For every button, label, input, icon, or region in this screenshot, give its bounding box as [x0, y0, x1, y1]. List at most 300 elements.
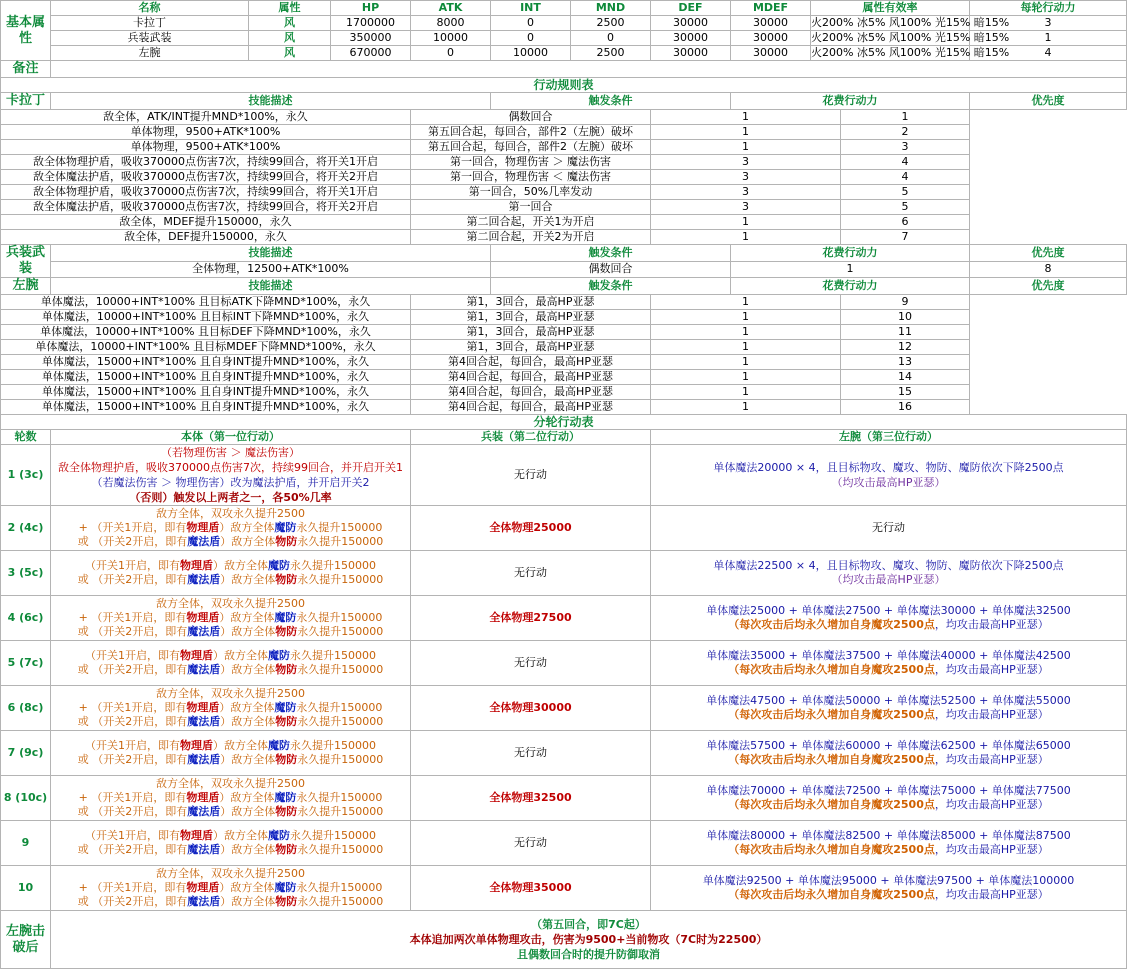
round-body-action	[51, 596, 411, 641]
rule-row	[1, 140, 1127, 155]
switch1-line	[51, 559, 410, 573]
rule-priority: 4	[841, 170, 970, 185]
target-text: ，均攻击最高HP亚瑟）	[934, 618, 1049, 631]
basic-header-atk: ATK	[411, 1, 491, 16]
bonus-text: 每次攻击后均永久增加自身魔攻2500点	[739, 753, 935, 766]
rule-skill: 单体魔法，10000+INT*100% 且目标ATK下降MND*100%，永久	[1, 295, 411, 310]
mid-text: ）敌方全体	[219, 791, 275, 804]
rule-cost: 1	[651, 140, 841, 155]
rule-row	[1, 310, 1127, 325]
rule-priority: 2	[841, 125, 970, 140]
rule-cost: 1	[731, 261, 970, 278]
stat-name: 物防	[275, 715, 298, 728]
rule-header-trigger: 触发条件	[491, 93, 731, 110]
shield-name: 物理盾	[180, 649, 213, 662]
round1-phys-shield: 敌全体物理护盾，吸收370000点伤害7次，持续99回合，并开启开关1	[58, 461, 403, 474]
round-body-action	[51, 641, 411, 686]
rule-cost: 3	[651, 185, 841, 200]
rule-header-skill: 技能描述	[51, 278, 491, 295]
perm-text: 永久提升150000	[297, 625, 384, 638]
rule-trigger: 第4回合起，每回合，最高HP亚瑟	[411, 370, 651, 385]
rule-header-cost: 花费行动力	[731, 93, 970, 110]
round-row	[1, 641, 1127, 686]
atk-up-line: 敌方全体，双攻永久提升2500	[156, 777, 305, 790]
round-weapon-action: 无行动	[411, 731, 651, 776]
round-arm-action	[651, 776, 1127, 821]
rule-trigger: 偶数回合	[411, 110, 651, 125]
basic-header-element: 属性	[249, 1, 331, 16]
cell: 10000	[411, 31, 491, 46]
basic-row	[1, 31, 1127, 46]
rule-priority: 4	[841, 155, 970, 170]
perm-text: 永久提升150000	[296, 881, 383, 894]
stat-name: 魔防	[274, 521, 297, 534]
shield-name: 魔法盾	[187, 625, 221, 638]
basic-header-mdef: MDEF	[731, 1, 811, 16]
rule-cost: 1	[651, 215, 841, 230]
mid-text: ）敌方全体	[219, 701, 275, 714]
stat-name: 物防	[275, 573, 298, 586]
switch-text: （开关2开启，即有	[92, 535, 188, 548]
stat-name: 魔防	[274, 611, 297, 624]
connector: 或	[77, 535, 89, 548]
round-label: 1 (3c)	[1, 445, 51, 506]
round-weapon-action: 无行动	[411, 641, 651, 686]
connector: +	[78, 881, 88, 894]
perm-text: 永久提升150000	[297, 805, 384, 818]
rule-skill: 敌全体，MDEF提升150000，永久	[1, 215, 411, 230]
arm-attacks: 单体魔法47500 + 单体魔法50000 + 单体魔法52500 + 单体魔法55000	[706, 694, 1071, 707]
mid-text: ）敌方全体	[220, 625, 276, 638]
switch2-line	[51, 663, 410, 677]
round-body-action	[51, 551, 411, 596]
after-break-line3: 且偶数回合时的提升防御取消	[517, 948, 660, 961]
shield-name: 物理盾	[186, 521, 220, 534]
switch2-line	[51, 715, 410, 729]
arm-bonus-note	[651, 618, 1126, 632]
bonus-text: 每次攻击后均永久增加自身魔攻2500点	[739, 618, 935, 631]
arm-attacks: 单体魔法70000 + 单体魔法72500 + 单体魔法75000 + 单体魔法77500	[706, 784, 1071, 797]
round-label: 7 (9c)	[1, 731, 51, 776]
cell: 30000	[731, 31, 811, 46]
round-body-action	[51, 776, 411, 821]
round-body-action	[51, 506, 411, 551]
rule-priority: 9	[841, 295, 970, 310]
switch-text: （开关1开启，即有	[91, 881, 187, 894]
switch2-line	[51, 895, 410, 909]
connector: +	[78, 701, 88, 714]
rule-priority: 10	[841, 310, 970, 325]
arm-bonus-note	[651, 888, 1126, 902]
switch-text: （开关2开启，即有	[92, 663, 188, 676]
rule-skill: 单体魔法，15000+INT*100% 且自身INT提升MND*100%，永久	[1, 385, 411, 400]
rule-row	[1, 400, 1127, 415]
switch-text: （开关2开启，即有	[92, 895, 188, 908]
mid-text: ）敌方全体	[220, 715, 276, 728]
open-paren: （	[728, 843, 740, 856]
mid-text: ）敌方全体	[213, 649, 268, 662]
target-text: ，均攻击最高HP亚瑟）	[934, 798, 1049, 811]
cell: 30000	[651, 16, 731, 31]
arm-bonus-note	[651, 663, 1126, 677]
rule-skill: 单体物理，9500+ATK*100%	[1, 140, 411, 155]
basic-header-name: 名称	[51, 1, 249, 16]
switch1-line	[51, 701, 410, 715]
mid-text: ）敌方全体	[220, 663, 276, 676]
shield-name: 物理盾	[186, 881, 220, 894]
rule-priority: 8	[970, 261, 1127, 278]
rule-priority: 12	[841, 340, 970, 355]
arm-attacks: 单体魔法57500 + 单体魔法60000 + 单体魔法62500 + 单体魔法65000	[706, 739, 1071, 752]
rule-skill: 单体魔法，10000+INT*100% 且目标MDEF下降MND*100%，永久	[1, 340, 411, 355]
round-arm-action	[651, 641, 1127, 686]
cell: 30000	[651, 46, 731, 61]
rule-header-trigger: 触发条件	[491, 278, 731, 295]
perm-text: 永久提升150000	[296, 521, 383, 534]
rule-cost: 1	[651, 355, 841, 370]
rule-trigger: 第五回合起，每回合，部件2（左腕）破坏	[411, 140, 651, 155]
rule-row	[1, 325, 1127, 340]
perm-text: 永久提升150000	[296, 791, 383, 804]
round-body-action	[51, 821, 411, 866]
switch1-line	[51, 649, 410, 663]
rule-row	[1, 261, 1127, 278]
rule-cost: 1	[651, 370, 841, 385]
stat-name: 魔防	[268, 559, 290, 572]
leftarm-label: 左腕	[1, 278, 51, 295]
rule-trigger: 第一回合	[411, 200, 651, 215]
cell: 风	[249, 46, 331, 61]
bonus-text: 每次攻击后均永久增加自身魔攻2500点	[739, 798, 935, 811]
rule-cost: 1	[651, 385, 841, 400]
basic-header-ap: 每轮行动力	[970, 1, 1127, 16]
target-text: ，均攻击最高HP亚瑟）	[934, 888, 1049, 901]
round-row	[1, 731, 1127, 776]
round-body-action	[51, 686, 411, 731]
rule-priority: 16	[841, 400, 970, 415]
rule-skill: 全体物理，12500+ATK*100%	[51, 261, 491, 278]
cell: 3	[970, 16, 1127, 31]
rule-priority: 15	[841, 385, 970, 400]
rule-row	[1, 215, 1127, 230]
action-table-title: 行动规则表	[1, 78, 1127, 93]
switch1-line	[51, 521, 410, 535]
rule-trigger: 第1，3回合，最高HP亚瑟	[411, 310, 651, 325]
rule-cost: 3	[651, 170, 841, 185]
round-label: 6 (8c)	[1, 686, 51, 731]
rule-skill: 单体魔法，15000+INT*100% 且自身INT提升MND*100%，永久	[1, 355, 411, 370]
switch-text: （开关2开启，即有	[92, 573, 188, 586]
switch-text: （开关1开启，即有	[85, 829, 180, 842]
atk-up-line: 敌方全体，双攻永久提升2500	[156, 597, 305, 610]
rule-header-priority: 优先度	[970, 278, 1127, 295]
rule-priority: 14	[841, 370, 970, 385]
round1-else: （否则）触发以上两者之一，各50%几率	[129, 491, 332, 504]
perm-text: 永久提升150000	[297, 843, 384, 856]
switch2-line	[51, 625, 410, 639]
rule-header-priority: 优先度	[970, 245, 1127, 262]
mid-text: ）敌方全体	[220, 805, 276, 818]
perm-text: 永久提升150000	[297, 753, 384, 766]
perm-text: 永久提升150000	[290, 559, 376, 572]
arm-debuff-attack: 单体魔法22500 × 4，且目标物攻、魔攻、物防、魔防依次下降2500点	[713, 559, 1064, 572]
stat-name: 魔防	[274, 881, 297, 894]
switch1-line	[51, 829, 410, 843]
cell: 0	[411, 46, 491, 61]
round-weapon-action: 无行动	[411, 551, 651, 596]
after-break-line1: （第五回合，即7C起）	[531, 918, 646, 931]
shield-name: 魔法盾	[187, 535, 221, 548]
arm-attacks: 单体魔法92500 + 单体魔法95000 + 单体魔法97500 + 单体魔法100000	[702, 874, 1075, 887]
perm-text: 永久提升150000	[296, 701, 383, 714]
basic-header-def: DEF	[651, 1, 731, 16]
round-weapon-action: 无行动	[411, 821, 651, 866]
mid-text: ）敌方全体	[220, 753, 276, 766]
perm-text: 永久提升150000	[290, 739, 376, 752]
round-body-action	[51, 445, 411, 506]
stat-name: 魔防	[274, 791, 297, 804]
round-label: 3 (5c)	[1, 551, 51, 596]
arm-attacks: 单体魔法25000 + 单体魔法27500 + 单体魔法30000 + 单体魔法32500	[706, 604, 1071, 617]
open-paren: （	[728, 708, 740, 721]
rule-priority: 6	[841, 215, 970, 230]
rule-row	[1, 340, 1127, 355]
rule-cost: 1	[651, 230, 841, 245]
stat-name: 魔防	[268, 739, 290, 752]
rule-row	[1, 385, 1127, 400]
rule-skill: 敌全体魔法护盾，吸收370000点伤害7次，持续99回合，将开关2开启	[1, 170, 411, 185]
mid-text: ）敌方全体	[213, 829, 268, 842]
target-text: ，均攻击最高HP亚瑟）	[934, 753, 1049, 766]
rule-trigger: 第4回合起，每回合，最高HP亚瑟	[411, 385, 651, 400]
rule-cost: 3	[651, 155, 841, 170]
cell: 670000	[331, 46, 411, 61]
mid-text: ）敌方全体	[220, 895, 276, 908]
shield-name: 物理盾	[180, 559, 213, 572]
perm-text: 永久提升150000	[297, 715, 384, 728]
arm-bonus-note	[651, 843, 1126, 857]
arm-bonus-note	[651, 798, 1126, 812]
bonus-text: 每次攻击后均永久增加自身魔攻2500点	[739, 708, 935, 721]
rule-priority: 3	[841, 140, 970, 155]
kaladin-label: 卡拉丁	[1, 93, 51, 110]
rule-row	[1, 125, 1127, 140]
rule-trigger: 第一回合，50%几率发动	[411, 185, 651, 200]
open-paren: （	[728, 888, 740, 901]
arm-target-note: （均攻击最高HP亚瑟）	[831, 573, 946, 586]
switch1-line	[51, 881, 410, 895]
stat-name: 魔防	[274, 701, 297, 714]
stat-name: 物防	[275, 535, 298, 548]
switch-text: （开关1开启，即有	[91, 791, 187, 804]
round-arm-action	[651, 445, 1127, 506]
shield-name: 魔法盾	[187, 843, 221, 856]
round-weapon-action: 全体物理35000	[411, 866, 651, 911]
round-arm-action: 无行动	[651, 506, 1127, 551]
round-weapon-action: 全体物理25000	[411, 506, 651, 551]
arm-bonus-note	[651, 708, 1126, 722]
basic-header-mnd: MND	[571, 1, 651, 16]
open-paren: （	[728, 798, 740, 811]
perm-text: 永久提升150000	[297, 535, 384, 548]
rule-row	[1, 295, 1127, 310]
round-row	[1, 821, 1127, 866]
switch2-line	[51, 535, 410, 549]
round-header-body: 本体（第一位行动）	[51, 430, 411, 445]
rule-skill: 单体物理，9500+ATK*100%	[1, 125, 411, 140]
shield-name: 魔法盾	[187, 573, 221, 586]
rule-cost: 1	[651, 325, 841, 340]
connector: 或	[77, 805, 89, 818]
bonus-text: 每次攻击后均永久增加自身魔攻2500点	[739, 663, 935, 676]
arm-attacks: 单体魔法80000 + 单体魔法82500 + 单体魔法85000 + 单体魔法87500	[706, 829, 1071, 842]
perm-text: 永久提升150000	[297, 573, 384, 586]
round-weapon-action: 无行动	[411, 445, 651, 506]
switch1-line	[51, 791, 410, 805]
cell: 卡拉丁	[51, 16, 249, 31]
rule-row	[1, 200, 1127, 215]
mid-text: ）敌方全体	[213, 739, 268, 752]
rule-skill: 敌全体物理护盾，吸收370000点伤害7次，持续99回合，将开关1开启	[1, 185, 411, 200]
rule-row	[1, 370, 1127, 385]
stat-name: 魔防	[268, 829, 290, 842]
connector: 或	[77, 625, 89, 638]
round-header-weapon: 兵装（第二位行动）	[411, 430, 651, 445]
rule-row	[1, 230, 1127, 245]
round-weapon-action: 全体物理30000	[411, 686, 651, 731]
rule-skill: 单体魔法，15000+INT*100% 且自身INT提升MND*100%，永久	[1, 370, 411, 385]
switch-text: （开关2开启，即有	[92, 753, 188, 766]
round1-cond1: （若物理伤害 ＞ 魔法伤害）	[161, 446, 300, 459]
switch-text: （开关2开启，即有	[92, 715, 188, 728]
round-body-action	[51, 866, 411, 911]
shield-name: 物理盾	[180, 829, 213, 842]
cell: 兵装武装	[51, 31, 249, 46]
rule-skill: 敌全体，ATK/INT提升MND*100%，永久	[1, 110, 411, 125]
rule-skill: 敌全体，DEF提升150000，永久	[1, 230, 411, 245]
mid-text: ）敌方全体	[219, 521, 275, 534]
round-arm-action	[651, 551, 1127, 596]
shield-name: 物理盾	[186, 791, 220, 804]
round-label: 8 (10c)	[1, 776, 51, 821]
shield-name: 物理盾	[186, 611, 220, 624]
cell: 10000	[491, 46, 571, 61]
atk-up-line: 敌方全体，双攻永久提升2500	[156, 507, 305, 520]
round-arm-action	[651, 821, 1127, 866]
cell: 30000	[731, 46, 811, 61]
rule-trigger: 第1，3回合，最高HP亚瑟	[411, 325, 651, 340]
round-label: 10	[1, 866, 51, 911]
connector: 或	[77, 573, 89, 586]
rule-priority: 11	[841, 325, 970, 340]
connector: +	[78, 521, 88, 534]
stat-name: 物防	[275, 663, 298, 676]
round-label: 4 (6c)	[1, 596, 51, 641]
basic-section-label: 基本属性	[1, 1, 51, 61]
rule-row	[1, 185, 1127, 200]
rule-trigger: 第二回合起，开关2为开启	[411, 230, 651, 245]
perm-text: 永久提升150000	[297, 895, 384, 908]
switch-text: （开关1开启，即有	[91, 521, 187, 534]
rule-skill: 单体魔法，15000+INT*100% 且自身INT提升MND*100%，永久	[1, 400, 411, 415]
rule-trigger: 第一回合，物理伤害 ＜ 魔法伤害	[411, 170, 651, 185]
round-arm-action	[651, 686, 1127, 731]
rule-skill: 敌全体魔法护盾，吸收370000点伤害7次，持续99回合，将开关2开启	[1, 200, 411, 215]
basic-row	[1, 46, 1127, 61]
cell: 4	[970, 46, 1127, 61]
cell: 风	[249, 16, 331, 31]
switch-text: （开关2开启，即有	[92, 625, 188, 638]
rule-trigger: 第五回合起，每回合，部件2（左腕）破坏	[411, 125, 651, 140]
connector: 或	[77, 895, 89, 908]
rule-priority: 5	[841, 200, 970, 215]
arm-debuff-attack: 单体魔法20000 × 4，且目标物攻、魔攻、物防、魔防依次下降2500点	[713, 461, 1064, 474]
after-break-label: 左腕击破后	[1, 911, 51, 969]
round-row	[1, 686, 1127, 731]
round-row	[1, 445, 1127, 506]
atk-up-line: 敌方全体，双攻永久提升2500	[156, 687, 305, 700]
round-label: 2 (4c)	[1, 506, 51, 551]
cell: 左腕	[51, 46, 249, 61]
cell: 1700000	[331, 16, 411, 31]
switch-text: （开关2开启，即有	[92, 843, 188, 856]
connector: 或	[77, 663, 89, 676]
stat-name: 魔防	[268, 649, 290, 662]
rule-header-skill: 技能描述	[51, 93, 491, 110]
cell: 0	[571, 31, 651, 46]
rule-trigger: 第4回合起，每回合，最高HP亚瑟	[411, 400, 651, 415]
cell: 2500	[571, 46, 651, 61]
perm-text: 永久提升150000	[290, 649, 376, 662]
round1-cond2: （若魔法伤害 ＞ 物理伤害）改为魔法护盾，并开启开关2	[91, 476, 370, 489]
shield-name: 物理盾	[186, 701, 220, 714]
switch2-line	[51, 843, 410, 857]
perm-text: 永久提升150000	[296, 611, 383, 624]
arm-bonus-note	[651, 753, 1126, 767]
round-body-action	[51, 731, 411, 776]
rule-skill: 单体魔法，10000+INT*100% 且目标DEF下降MND*100%，永久	[1, 325, 411, 340]
switch-text: （开关1开启，即有	[85, 739, 180, 752]
basic-header-resist: 属性有效率	[811, 1, 970, 16]
arm-attacks: 单体魔法35000 + 单体魔法37500 + 单体魔法40000 + 单体魔法42500	[706, 649, 1071, 662]
rule-header-trigger: 触发条件	[491, 245, 731, 262]
rule-row	[1, 170, 1127, 185]
mid-text: ）敌方全体	[213, 559, 268, 572]
shield-name: 物理盾	[180, 739, 213, 752]
notes-content	[51, 61, 1127, 78]
round-table-title: 分轮行动表	[1, 415, 1127, 430]
rule-priority: 7	[841, 230, 970, 245]
round-row	[1, 596, 1127, 641]
stat-name: 物防	[275, 625, 298, 638]
cell: 8000	[411, 16, 491, 31]
mid-text: ）敌方全体	[219, 881, 275, 894]
switch-text: （开关1开启，即有	[91, 611, 187, 624]
atk-up-line: 敌方全体，双攻永久提升2500	[156, 867, 305, 880]
rule-trigger: 第4回合起，每回合，最高HP亚瑟	[411, 355, 651, 370]
cell: 30000	[651, 31, 731, 46]
cell: 火200% 冰5% 风100% 光15% 暗15%	[811, 16, 1010, 29]
perm-text: 永久提升150000	[290, 829, 376, 842]
rule-trigger: 偶数回合	[491, 261, 731, 278]
target-text: ，均攻击最高HP亚瑟）	[934, 843, 1049, 856]
rule-row	[1, 355, 1127, 370]
mid-text: ）敌方全体	[219, 611, 275, 624]
switch2-line	[51, 753, 410, 767]
target-text: ，均攻击最高HP亚瑟）	[934, 708, 1049, 721]
round-arm-action	[651, 596, 1127, 641]
round-weapon-action: 全体物理32500	[411, 776, 651, 821]
